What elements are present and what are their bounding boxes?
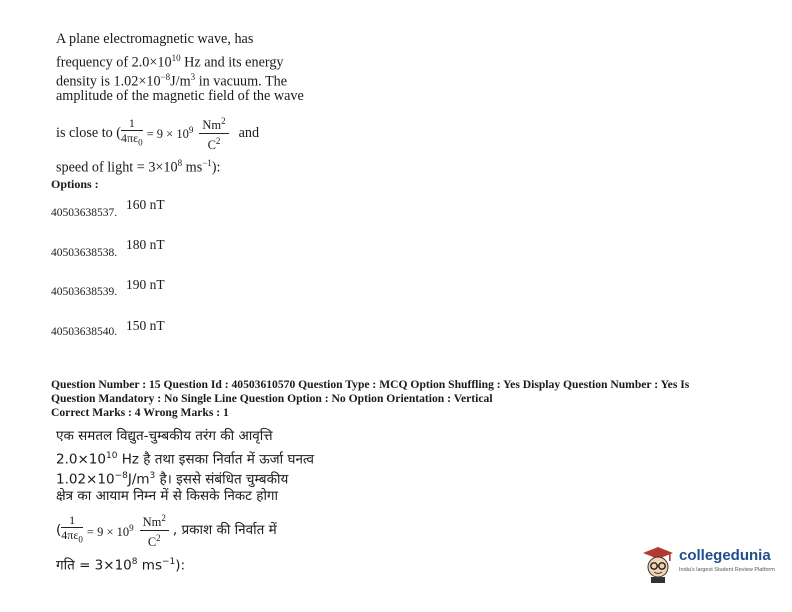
graduate-mascot-icon bbox=[641, 545, 675, 583]
exponent: −8 bbox=[160, 72, 171, 82]
equation-text bbox=[87, 518, 134, 542]
text: Nm bbox=[202, 118, 222, 133]
option-text[interactable]: 150 nT bbox=[126, 318, 165, 333]
exponent: 3 bbox=[149, 471, 156, 481]
text: गति = 3×10 bbox=[56, 557, 132, 574]
fraction-numerator bbox=[199, 114, 228, 132]
exponent: 2 bbox=[221, 116, 226, 127]
exponent: 2 bbox=[161, 513, 166, 524]
option-id: 40503638537. bbox=[51, 207, 118, 219]
text: ( bbox=[56, 522, 62, 538]
text: C bbox=[207, 137, 216, 152]
text: है। इससे संबंधित चुम्बकीय bbox=[155, 471, 289, 488]
question-meta-line: Question Mandatory : No Single Line Question Option : No Option Orientation : Vertical bbox=[51, 392, 493, 405]
option-text[interactable]: 180 nT bbox=[126, 237, 165, 252]
question-meta-line: Correct Marks : 4 Wrong Marks : 1 bbox=[51, 406, 229, 419]
text: 1.02×10 bbox=[56, 471, 115, 488]
fraction-denominator bbox=[199, 133, 228, 152]
fraction-numerator: 1 bbox=[61, 513, 83, 528]
exponent: −8 bbox=[114, 471, 128, 481]
text: ): bbox=[211, 159, 221, 176]
fraction-numerator: 1 bbox=[121, 116, 143, 131]
fraction-numerator bbox=[140, 511, 169, 529]
collegedunia-logo bbox=[641, 545, 791, 585]
question-line-formula bbox=[56, 510, 277, 550]
equation-text bbox=[147, 121, 194, 144]
text: J/m bbox=[127, 471, 150, 488]
question-line: क्षेत्र का आयाम निम्न में से किसके निकट होगा bbox=[56, 488, 279, 504]
question-line: amplitude of the magnetic field of the wave bbox=[56, 88, 304, 104]
text: = 9 × 10 bbox=[86, 525, 130, 540]
fraction-denominator bbox=[61, 528, 83, 546]
question-meta-line: Question Number : 15 Question Id : 40503610570 Question Type : MCQ Option Shuffling : Yes Display Question Number : Yes Is bbox=[51, 378, 690, 391]
exponent: 2 bbox=[156, 532, 161, 543]
option-id: 40503638540. bbox=[51, 326, 118, 338]
option-id: 40503638539. bbox=[51, 286, 118, 298]
text: C bbox=[147, 534, 157, 549]
fraction bbox=[199, 114, 228, 151]
question-line: A plane electromagnetic wave, has bbox=[56, 31, 254, 47]
text: speed of light = 3×10 bbox=[56, 159, 178, 176]
exponent: 3 bbox=[190, 72, 196, 82]
text: 4πε bbox=[61, 528, 79, 543]
question-line bbox=[56, 552, 185, 576]
text: density is 1.02×10 bbox=[56, 73, 161, 90]
exponent: 10 bbox=[105, 451, 118, 461]
option-text[interactable]: 160 nT bbox=[126, 197, 165, 212]
text: frequency of 2.0×10 bbox=[56, 54, 172, 71]
exponent: −1 bbox=[202, 158, 212, 168]
options-label: Options : bbox=[51, 177, 99, 191]
exponent: −1 bbox=[161, 557, 176, 567]
text: Hz है तथा इसका निर्वात में ऊर्जा घनत्व bbox=[117, 451, 315, 468]
text: Nm bbox=[142, 515, 162, 530]
question-line bbox=[56, 154, 220, 178]
text: and bbox=[238, 124, 260, 141]
fraction-denominator bbox=[121, 131, 143, 149]
text: Hz and its energy bbox=[180, 54, 284, 71]
exponent: 9 bbox=[129, 522, 134, 533]
subscript: 0 bbox=[138, 137, 143, 148]
question-line-formula bbox=[56, 113, 259, 153]
text: = 9 × 10 bbox=[146, 127, 189, 142]
exponent: 2 bbox=[215, 135, 221, 146]
subscript: 0 bbox=[78, 534, 83, 545]
text: ): bbox=[175, 557, 186, 574]
text: in vacuum. The bbox=[195, 73, 288, 90]
text: J/m bbox=[170, 73, 191, 90]
fraction-denominator bbox=[140, 530, 169, 549]
logo-tagline: India's largest Student Review Platform bbox=[679, 567, 775, 573]
text: 2.0×10 bbox=[56, 451, 106, 468]
fraction bbox=[61, 513, 83, 546]
fraction bbox=[121, 116, 143, 149]
option-text[interactable]: 190 nT bbox=[126, 277, 165, 292]
exponent: 9 bbox=[188, 125, 194, 136]
text: ms bbox=[182, 159, 203, 176]
exponent: 8 bbox=[177, 158, 183, 168]
text: ms bbox=[137, 557, 162, 574]
exponent: 10 bbox=[171, 53, 181, 63]
exponent: 8 bbox=[131, 557, 138, 567]
option-id: 40503638538. bbox=[51, 247, 118, 259]
logo-wordmark: collegedunia bbox=[679, 547, 771, 564]
text: , प्रकाश की निर्वात में bbox=[172, 522, 277, 538]
text: is close to ( bbox=[56, 124, 122, 141]
fraction bbox=[140, 511, 169, 548]
question-line: एक समतल विद्युत-चुम्बकीय तरंग की आवृत्ति bbox=[56, 428, 273, 444]
text: 4πε bbox=[121, 131, 139, 146]
